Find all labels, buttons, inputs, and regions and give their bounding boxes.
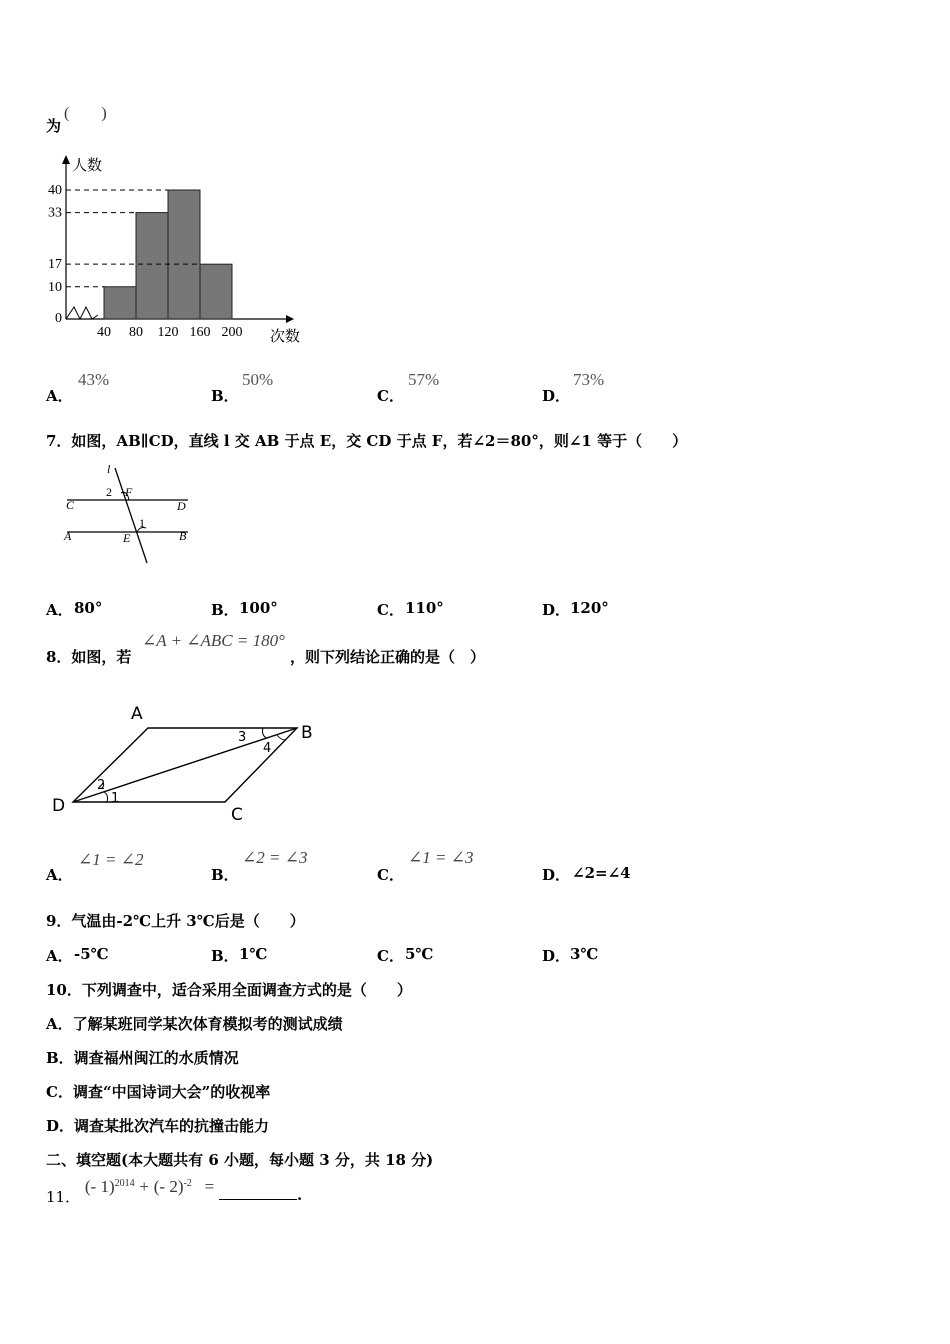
q8-label-D: D: [52, 796, 66, 816]
q11-number: 11．: [46, 1188, 81, 1206]
q8-formula: ∠A + ∠ABC = 180°: [142, 631, 285, 650]
q8-stem-prefix: 8．如图，若: [46, 648, 132, 666]
q6-option-b-letter[interactable]: B．: [211, 387, 239, 405]
x-tick-label: 80: [129, 325, 143, 340]
q11-line: [46, 1176, 303, 1206]
section-heading-fill-in: 二、填空题(本大题共有 6 小题，每小题 3 分，共 18 分): [46, 1151, 434, 1169]
y-tick-label: 10: [48, 279, 62, 295]
q11-base1: (- 1): [84, 1177, 115, 1196]
q8-option-c-value: ∠1 = ∠3: [408, 848, 474, 867]
q8-label-2: 2: [97, 778, 106, 793]
q7-label-C: C: [66, 498, 75, 512]
q6-option-d-letter[interactable]: D．: [542, 387, 571, 405]
q6-answer-paren: ( ): [64, 105, 107, 122]
q8-option-b-value: ∠2 = ∠3: [242, 848, 308, 867]
q7-label-D: D: [177, 499, 186, 513]
q8-option-a-value: ∠1 = ∠2: [78, 850, 144, 869]
q7-option-c-letter[interactable]: C．: [377, 601, 404, 619]
q11-answer-blank[interactable]: [219, 1185, 297, 1200]
histogram-bar: [168, 190, 200, 319]
q8-option-c-letter[interactable]: C．: [377, 866, 404, 884]
q6-option-a-letter[interactable]: A．: [46, 387, 73, 405]
q10-option-c[interactable]: C．调查“中国诗词大会”的收视率: [46, 1083, 271, 1101]
q7-option-b-letter[interactable]: B．: [211, 601, 239, 619]
q6-option-d-value: 73%: [573, 370, 605, 389]
q8-option-d-letter[interactable]: D．: [542, 866, 571, 884]
x-axis-arrow: [286, 315, 294, 323]
q8-option-b-letter[interactable]: B．: [211, 866, 239, 884]
q9-option-b-value: 1℃: [239, 945, 268, 963]
q11-equals: =: [204, 1177, 215, 1196]
q7-label-l: l: [107, 462, 111, 476]
q7-option-c-value: 110°: [405, 599, 444, 617]
histogram-bar: [200, 264, 232, 319]
q10-option-a[interactable]: A．了解某班同学某次体育模拟考的测试成绩: [46, 1015, 343, 1033]
histogram-bar: [136, 213, 168, 319]
q11-base2: (- 2): [153, 1177, 184, 1196]
x-axis-label: 次数: [270, 329, 301, 345]
q7-label-B: B: [179, 529, 187, 543]
q6-option-c-letter[interactable]: C．: [377, 387, 404, 405]
q9-option-a-value: -5℃: [74, 945, 109, 963]
q9-option-b-letter[interactable]: B．: [211, 947, 239, 965]
q7-label-A: A: [64, 529, 72, 543]
q10-stem: 10．下列调查中，适合采用全面调查方式的是（ ）: [46, 981, 412, 999]
q9-option-c-value: 5℃: [405, 945, 434, 963]
q8-label-3: 3: [238, 730, 247, 745]
q8-option-d-value: ∠2=∠4: [572, 864, 631, 882]
histogram-chart: [40, 152, 310, 352]
q9-option-d-value: 3℃: [570, 945, 599, 963]
q10-option-d[interactable]: D．调查某批次汽车的抗撞击能力: [46, 1117, 270, 1135]
q6-option-c-value: 57%: [408, 370, 440, 389]
axis-break-mark: [66, 307, 98, 319]
q11-exp1: 2014: [114, 1178, 135, 1189]
q7-label-F: F: [125, 485, 133, 499]
q8-stem-suffix: ，则下列结论正确的是（ ）: [290, 648, 486, 666]
q6-option-b-value: 50%: [242, 370, 274, 389]
q8-label-C: C: [231, 805, 243, 825]
q9-option-d-letter[interactable]: D．: [542, 947, 571, 965]
x-tick-label: 120: [157, 325, 179, 340]
q7-option-b-value: 100°: [239, 599, 278, 617]
histogram-bar: [104, 287, 136, 319]
q7-stem: 7．如图，AB∥CD，直线 l 交 AB 于点 E，交 CD 于点 F，若∠2＝80°，则∠1 等于（ ）: [46, 432, 688, 450]
q11-exp2: -2: [183, 1178, 192, 1189]
q7-figure: [55, 460, 205, 570]
q7-option-d-letter[interactable]: D．: [542, 601, 571, 619]
q8-label-A: A: [131, 704, 143, 724]
y-tick-label: 0: [55, 311, 62, 326]
x-tick-label: 40: [97, 325, 111, 340]
x-tick-label: 200: [221, 325, 243, 340]
q9-option-a-letter[interactable]: A．: [46, 947, 73, 965]
q6-option-a-value: 43%: [78, 370, 110, 389]
x-tick-label: 160: [189, 325, 211, 340]
q8-label-1: 1: [111, 791, 120, 806]
q7-label-E: E: [123, 531, 131, 545]
q8-option-a-letter[interactable]: A．: [46, 866, 73, 884]
y-tick-label: 40: [48, 183, 62, 198]
q7-option-a-letter[interactable]: A．: [46, 601, 73, 619]
q8-label-B: B: [301, 723, 313, 743]
y-axis-label: 人数: [72, 158, 103, 174]
q7-option-d-value: 120°: [570, 599, 609, 617]
q8-label-4: 4: [263, 741, 272, 756]
q6-prefix: 为: [46, 117, 62, 135]
q9-option-c-letter[interactable]: C．: [377, 947, 404, 965]
q7-option-a-value: 80°: [74, 599, 103, 617]
q10-option-b[interactable]: B．调查福州闽江的水质情况: [46, 1049, 239, 1067]
q11-period: .: [297, 1186, 303, 1204]
y-tick-label: 33: [48, 205, 62, 221]
q8-figure: [45, 698, 330, 828]
y-axis-arrow: [62, 155, 70, 164]
q7-label-2: 2: [106, 485, 112, 499]
y-tick-label: 17: [48, 257, 62, 273]
q9-stem: 9．气温由-2℃上升 3℃后是（ ）: [46, 912, 305, 930]
q7-label-1: 1: [139, 516, 145, 530]
q11-plus: +: [139, 1177, 149, 1196]
